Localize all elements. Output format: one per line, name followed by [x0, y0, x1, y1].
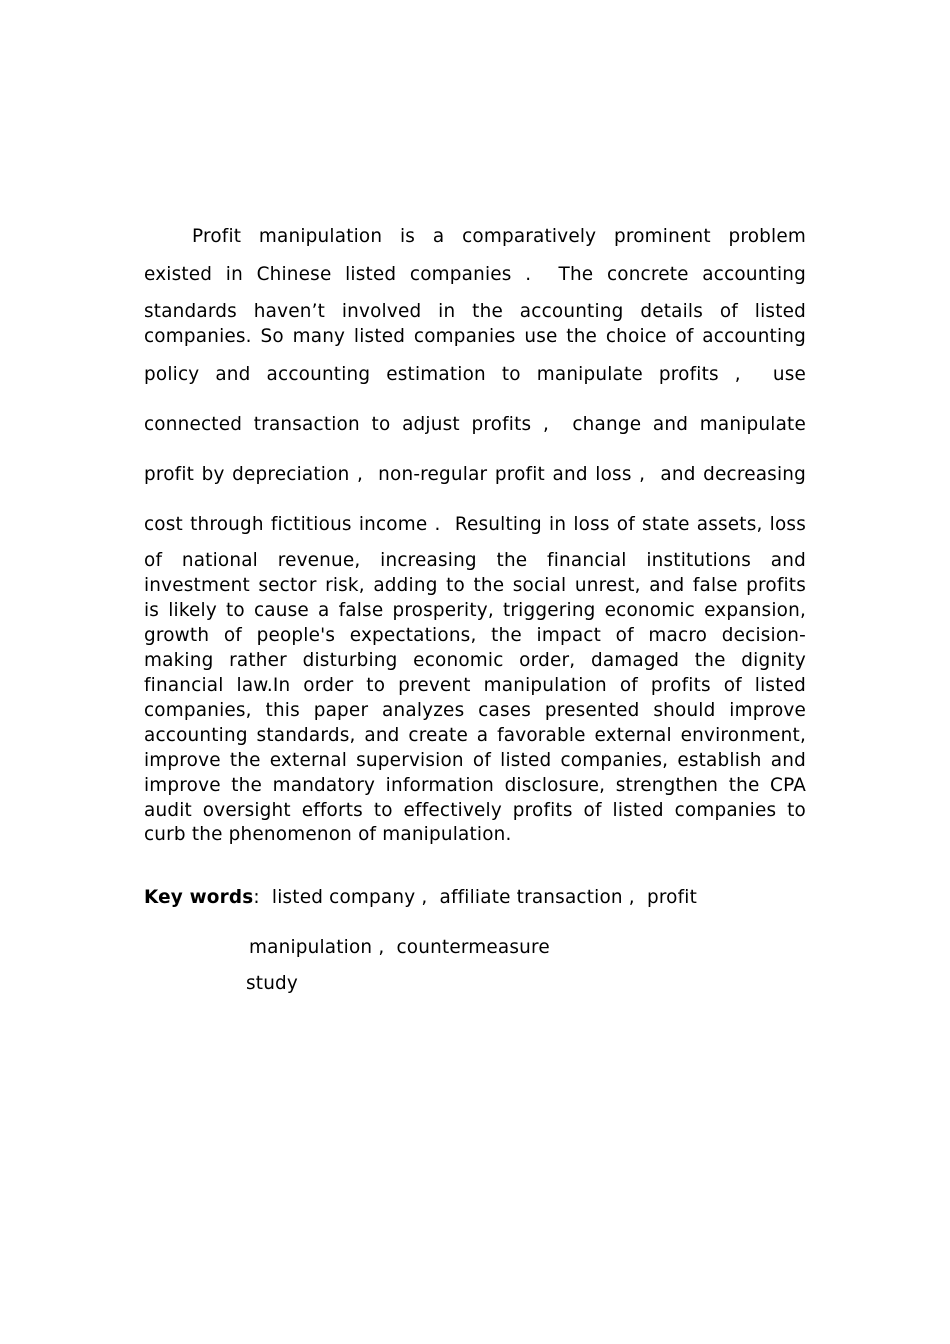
abstract-line: curb the phenomenon of manipulation. — [144, 824, 512, 845]
abstract-line: existed in Chinese listed companies . The concrete accounting — [144, 264, 806, 285]
keywords-line: study — [246, 973, 299, 994]
abstract-line: improve the mandatory information disclosure, strengthen the CPA — [144, 775, 806, 796]
abstract-line: companies. So many listed companies use the choice of accounting — [144, 326, 806, 347]
abstract-line: policy and accounting estimation to manipulate profits , use — [144, 364, 806, 385]
keywords-text: : listed company , affiliate transaction , profit — [253, 887, 698, 908]
abstract-line: financial law.In order to prevent manipulation of profits of listed — [144, 675, 806, 696]
abstract-line: connected transaction to adjust profits , change and manipulate — [144, 414, 806, 435]
keywords-label: Key words — [144, 887, 254, 908]
abstract-line: improve the external supervision of listed companies, establish and — [144, 750, 806, 771]
abstract-line: standards haven’t involved in the accounting details of listed — [144, 301, 806, 322]
abstract-line: profit by depreciation , non-regular profit and loss , and decreasing — [144, 464, 806, 485]
abstract-line: of national revenue, increasing the financial institutions and — [144, 550, 806, 571]
abstract-line: companies, this paper analyzes cases presented should improve — [144, 700, 806, 721]
abstract-line: audit oversight efforts to effectively profits of listed companies to — [144, 800, 806, 821]
abstract-line: investment sector risk, adding to the social unrest, and false profits — [144, 575, 806, 596]
abstract-line: growth of people's expectations, the impact of macro decision- — [144, 625, 806, 646]
abstract-line: Profit manipulation is a comparatively prominent problem — [192, 226, 806, 247]
abstract-line: is likely to cause a false prosperity, triggering economic expansion, — [144, 600, 806, 621]
keywords-line: manipulation , countermeasure — [249, 937, 550, 958]
abstract-line: making rather disturbing economic order, damaged the dignity — [144, 650, 806, 671]
abstract-line: accounting standards, and create a favorable external environment, — [144, 725, 806, 746]
abstract-line: cost through fictitious income . Resulting in loss of state assets, loss — [144, 514, 806, 535]
keywords-line — [144, 885, 697, 910]
